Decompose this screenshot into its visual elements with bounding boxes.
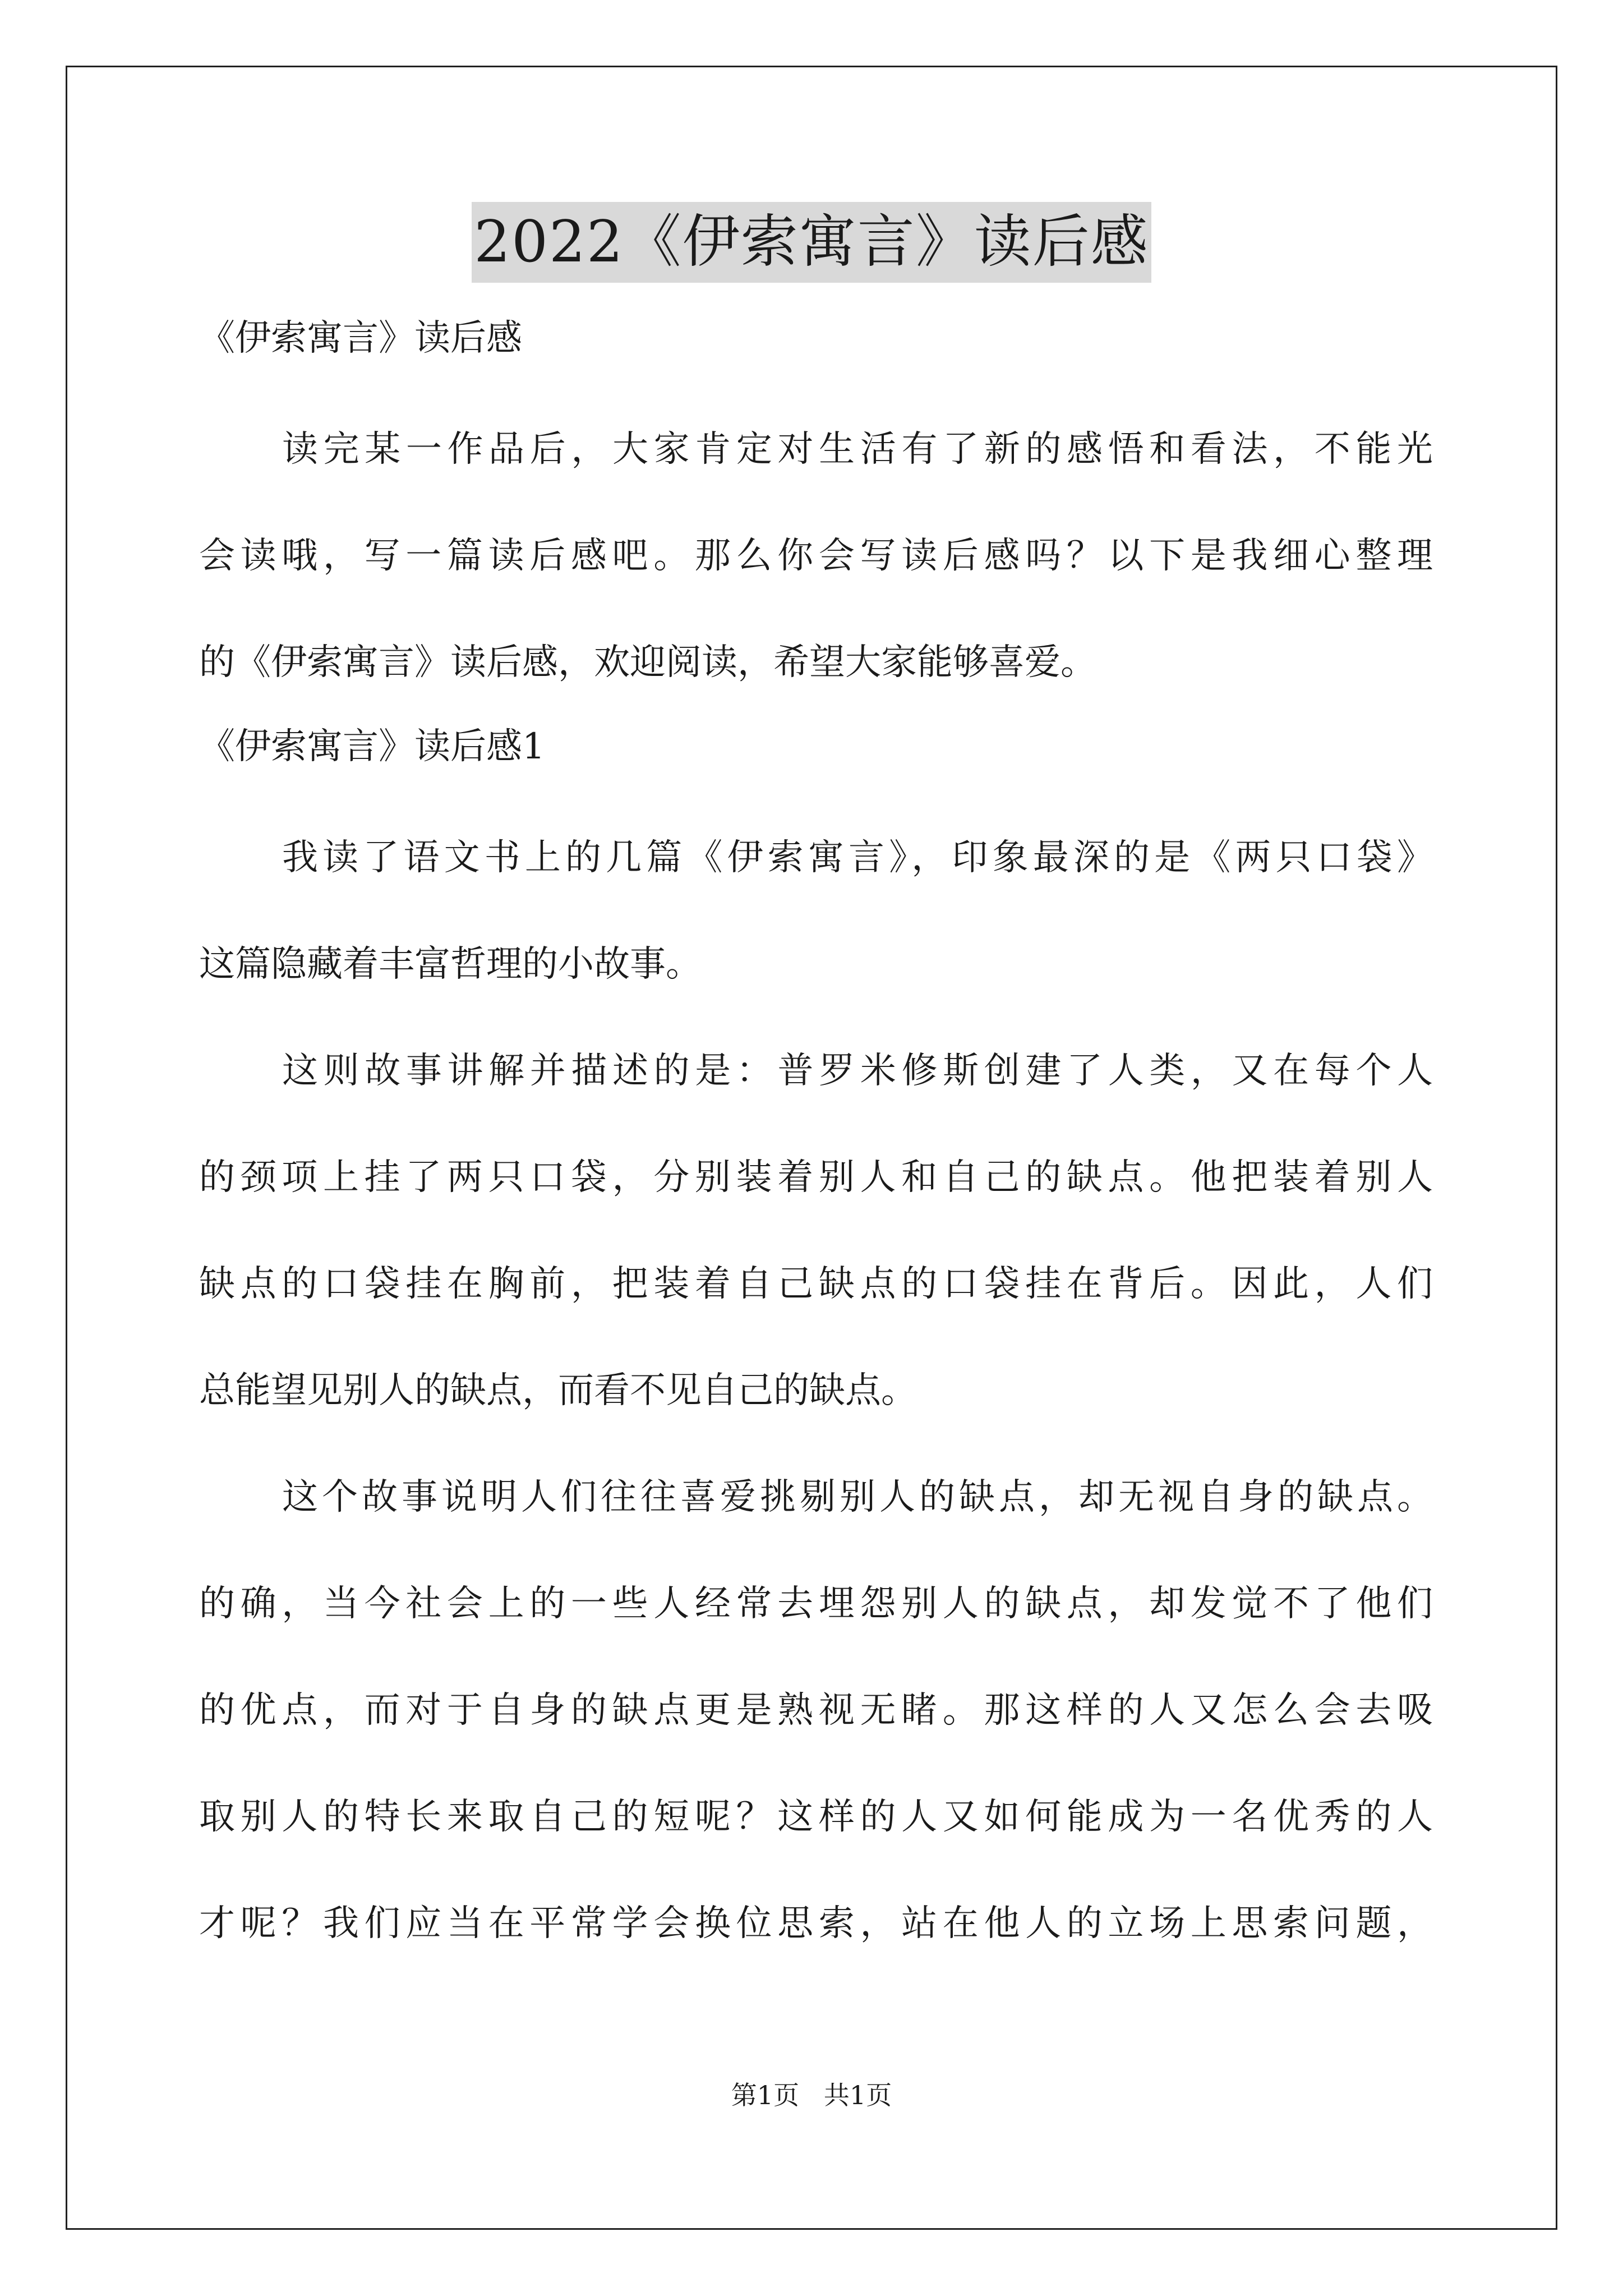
paragraph-line: 取别人的特长来取自己的短呢？这样的人又如何能成为一名优秀的人 [199, 1796, 1433, 1838]
paragraph [199, 1018, 1433, 1444]
paragraph [199, 396, 1433, 716]
paragraph-line: 的优点，而对于自身的缺点更是熟视无睹。那这样的人又怎么会去吸 [199, 1690, 1433, 1731]
paragraph-line: 这篇隐藏着丰富哲理的小故事。 [199, 944, 702, 985]
paragraph-line: 这个故事说明人们往往喜爱挑剔别人的缺点，却无视自身的缺点。 [282, 1476, 1433, 1518]
paragraph-line: 的颈项上挂了两只口袋，分别装着别人和自己的缺点。他把装着别人 [199, 1157, 1433, 1198]
paragraph-line: 我读了语文书上的几篇《伊索寓言》，印象最深的是《两只口袋》 [282, 837, 1433, 878]
paragraph-line: 的确，当今社会上的一些人经常去埋怨别人的缺点，却发觉不了他们 [199, 1583, 1433, 1625]
paragraph-line: 总能望见别人的缺点，而看不见自己的缺点。 [199, 1370, 917, 1411]
paragraph [199, 804, 1433, 1018]
document-body [199, 307, 1433, 1977]
paragraph-line: 这则故事讲解并描述的是：普罗米修斯创建了人类，又在每个人 [282, 1050, 1433, 1092]
section-heading: 《伊索寓言》读后感1 [199, 726, 545, 767]
document-title: 2022《伊索寓言》读后感 [472, 202, 1151, 283]
section-heading: 《伊索寓言》读后感 [199, 318, 522, 359]
title-container [0, 202, 1623, 283]
paragraph-line: 会读哦，写一篇读后感吧。那么你会写读后感吗？以下是我细心整理 [199, 535, 1433, 577]
paragraph-line: 的《伊索寓言》读后感，欢迎阅读，希望大家能够喜爱。 [199, 642, 1096, 683]
page-footer: 第1页 共1页 [731, 2080, 892, 2110]
paragraph [199, 1444, 1433, 1977]
paragraph-line: 缺点的口袋挂在胸前，把装着自己缺点的口袋挂在背后。因此，人们 [199, 1263, 1433, 1305]
paragraph-line: 才呢？我们应当在平常学会换位思索，站在他人的立场上思索问题， [199, 1903, 1433, 1944]
paragraph-line: 读完某一作品后，大家肯定对生活有了新的感悟和看法，不能光 [282, 429, 1433, 470]
